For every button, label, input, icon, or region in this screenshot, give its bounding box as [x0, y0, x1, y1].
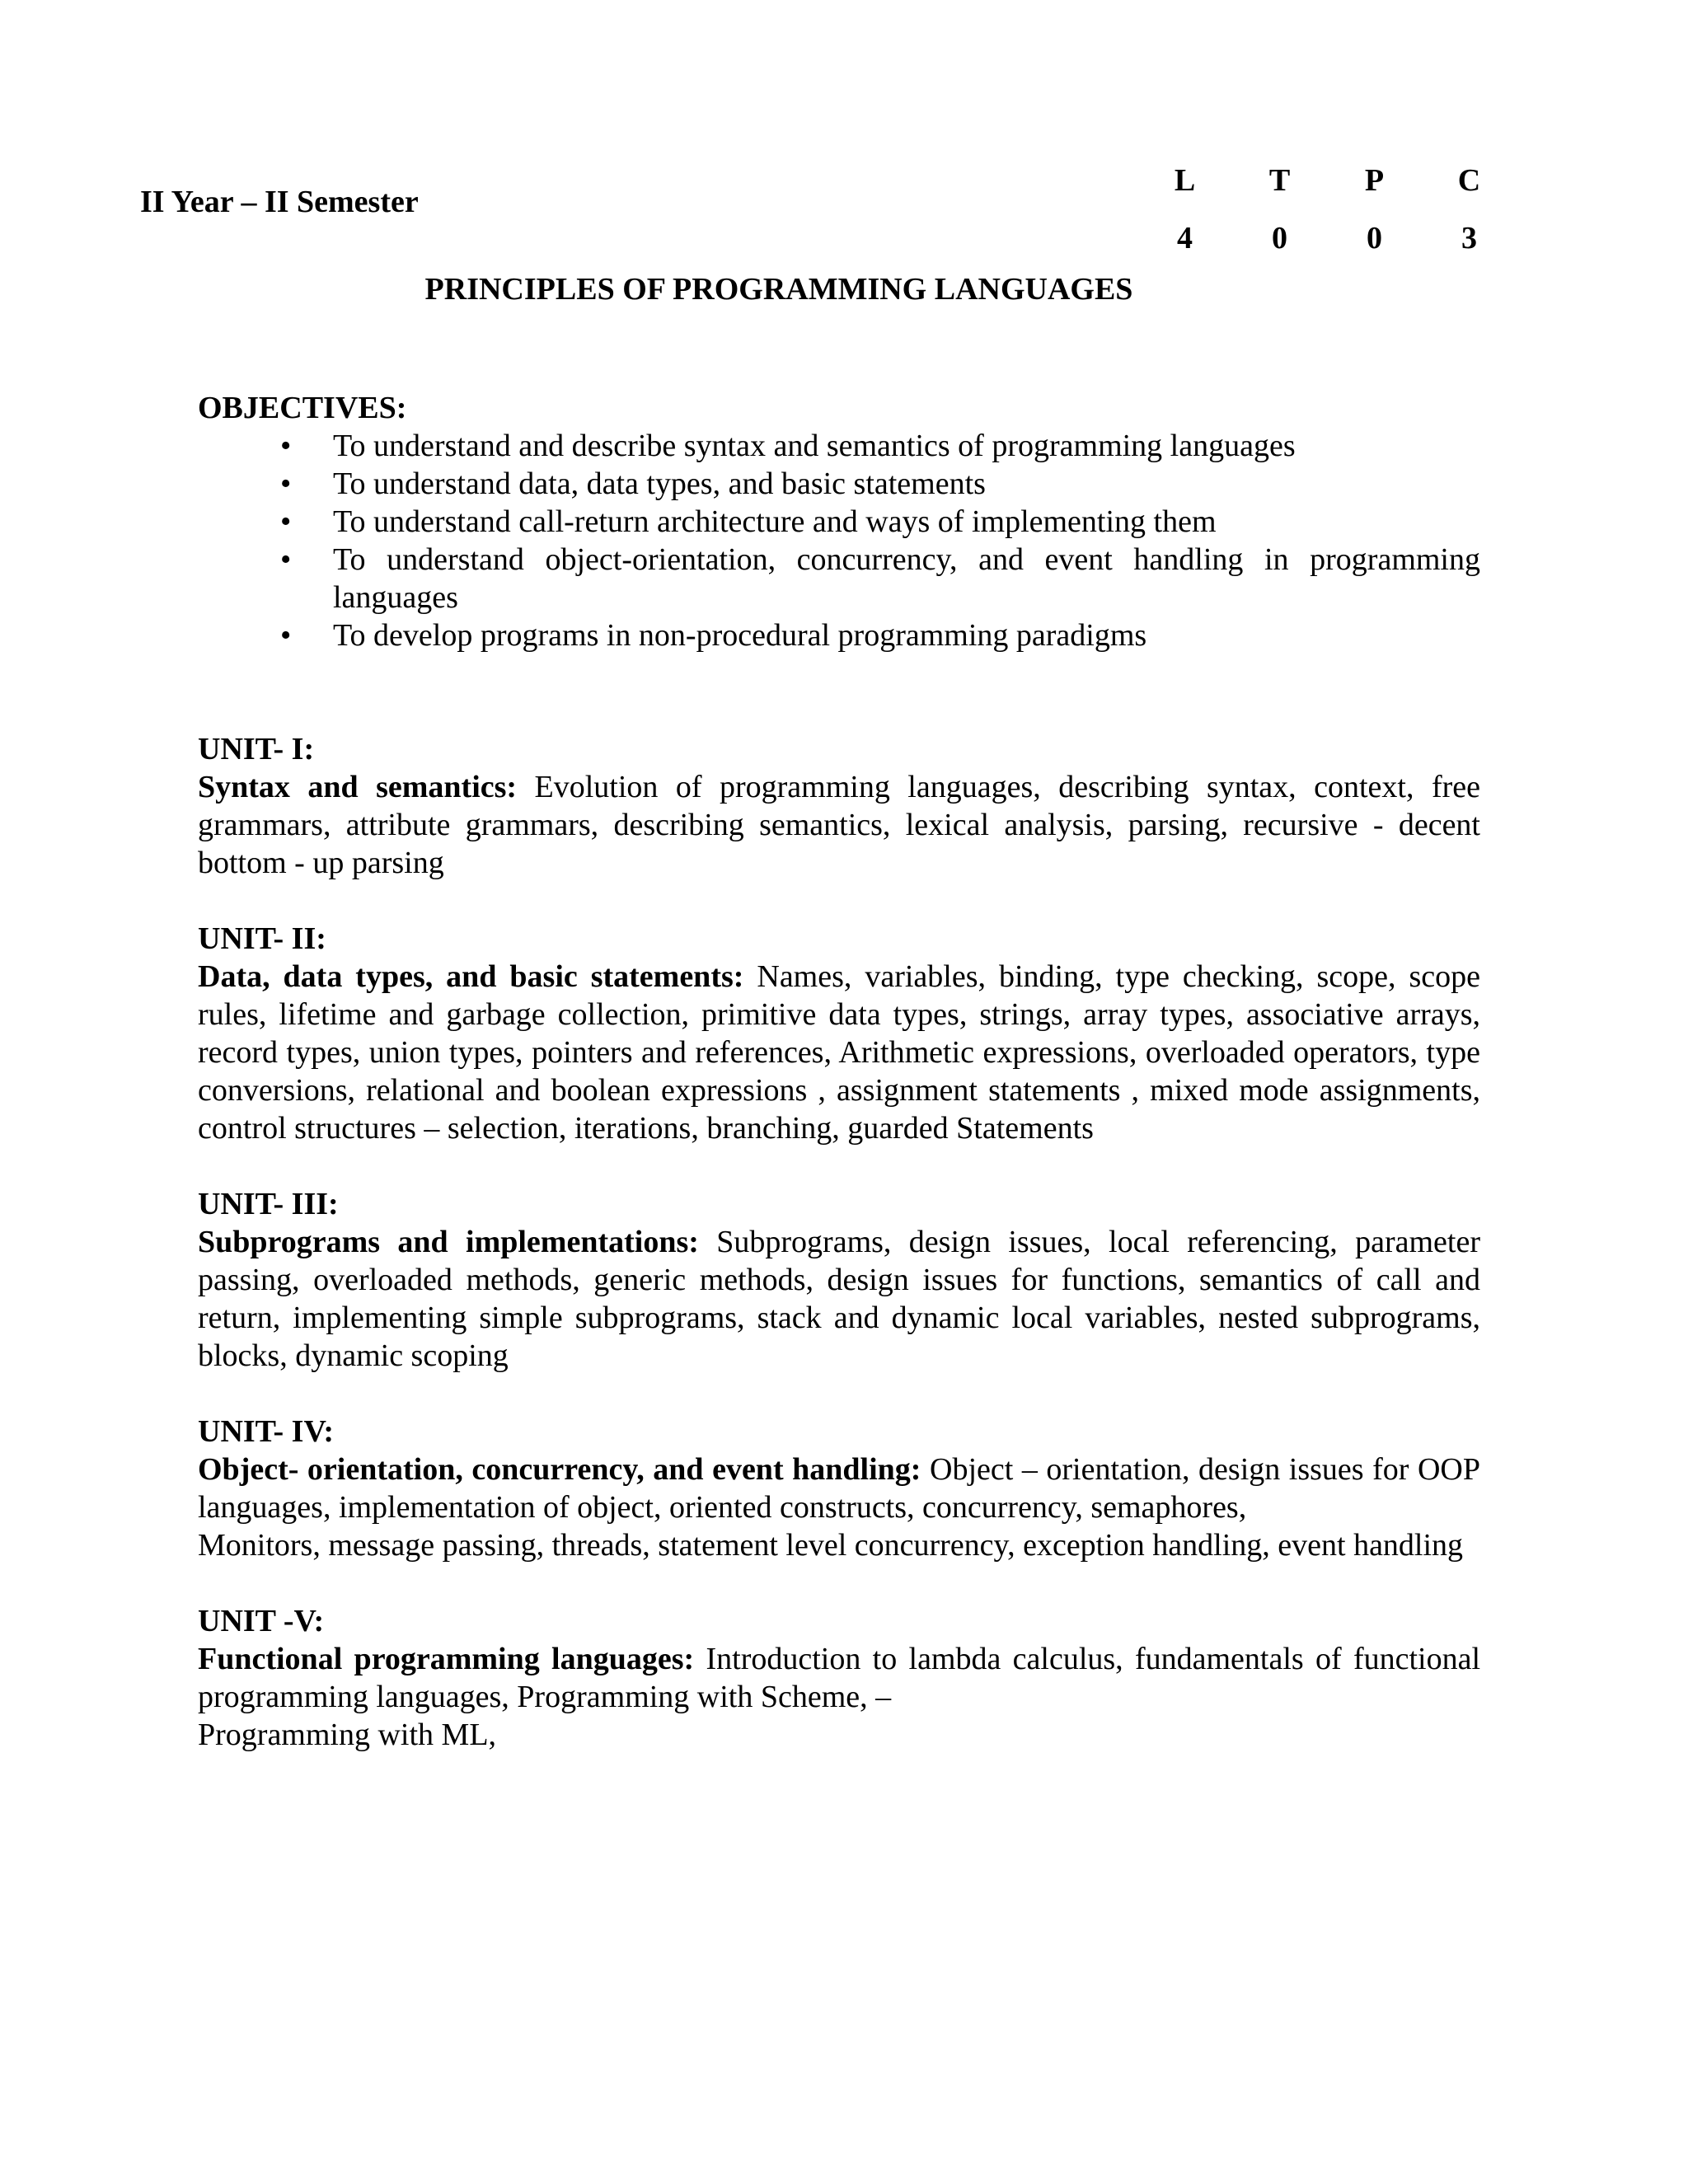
ltpc-header-c: C — [1457, 163, 1481, 198]
unit-description: Evolution of programming languages, describing syntax, context, free grammars, attribute grammars, describing semantics, lexical analysis, parsing, recursive - decent bottom - up parsing — [198, 770, 1480, 880]
unit-title: UNIT- II: — [198, 921, 326, 956]
ltpc-value-row — [1137, 209, 1517, 267]
unit-body — [198, 1451, 1480, 1526]
unit-body — [198, 958, 1480, 1147]
objective-text: To understand call-return architecture and ways of implementing them — [333, 504, 1217, 539]
ltpc-header-row — [1137, 152, 1517, 209]
course-title: PRINCIPLES OF PROGRAMMING LANGUAGES — [424, 272, 1133, 307]
objective-item — [198, 427, 1480, 465]
unit-description: Subprograms, design issues, local referencing, parameter passing, overloaded methods, generic methods, design issues for functions, semantics of call and return, implementing simple subprograms, stack and dynamic local variables, nested subprograms, blocks, dynamic scoping — [198, 1225, 1480, 1373]
ltpc-value-t: 0 — [1272, 221, 1287, 255]
unit-title: UNIT- IV: — [198, 1414, 335, 1449]
unit-title: UNIT- I: — [198, 732, 315, 766]
objective-item — [198, 541, 1480, 616]
objective-text: To understand object-orientation, concurrency, and event handling in programming languages — [333, 542, 1480, 615]
unit-topic: Data, data types, and basic statements: — [198, 959, 744, 994]
objective-item — [198, 465, 1480, 503]
unit-5 — [198, 1602, 1480, 1754]
unit-body — [198, 768, 1480, 882]
bullet-icon: • — [280, 618, 292, 653]
unit-1 — [198, 730, 1480, 882]
unit-topic: Object- orientation, concurrency, and event handling: — [198, 1452, 921, 1487]
bullet-icon: • — [280, 542, 292, 577]
unit-topic: Subprograms and implementations: — [198, 1225, 699, 1259]
unit-title: UNIT -V: — [198, 1604, 325, 1638]
unit-body — [198, 1223, 1480, 1375]
bullet-icon: • — [280, 466, 292, 501]
objective-text: To understand data, data types, and basic statements — [333, 466, 986, 501]
ltpc-header-p: P — [1364, 163, 1385, 198]
objective-text: To understand and describe syntax and semantics of programming languages — [333, 429, 1296, 463]
bullet-icon: • — [280, 504, 292, 539]
semester-label: II Year – II Semester — [140, 185, 419, 219]
ltpc-value-p: 0 — [1367, 221, 1382, 255]
bullet-icon: • — [280, 429, 292, 463]
objectives-heading: OBJECTIVES: — [198, 391, 407, 425]
unit-3 — [198, 1185, 1480, 1375]
unit-topic: Syntax and semantics: — [198, 770, 518, 804]
objectives-list — [198, 427, 1480, 654]
unit-4 — [198, 1413, 1480, 1564]
ltpc-value-l: 4 — [1177, 221, 1193, 255]
unit-2 — [198, 920, 1480, 1147]
unit-body — [198, 1640, 1480, 1716]
objective-text: To develop programs in non-procedural programming paradigms — [333, 618, 1147, 653]
objective-item — [198, 616, 1480, 654]
unit-body-continued: Monitors, message passing, threads, statement level concurrency, exception handling, event handling — [198, 1528, 1464, 1563]
unit-topic: Functional programming languages: — [198, 1642, 695, 1676]
ltpc-header-l: L — [1174, 163, 1196, 198]
unit-description: Names, variables, binding, type checking, scope, scope rules, lifetime and garbage collection, primitive data types, strings, array types, associative arrays, record types, union types, pointers and references, Arithmetic expressions, overloaded operators, type conversions, relational and boolean expressions , assignment statements , mixed mode assignments, control structures – selection, iterations, branching, guarded Statements — [198, 959, 1480, 1146]
ltpc-value-c: 3 — [1461, 221, 1477, 255]
unit-description: Introduction to lambda calculus, fundamentals of functional programming languages, Programming with Scheme, – — [198, 1642, 1481, 1714]
unit-title: UNIT- III: — [198, 1187, 339, 1221]
objective-item — [198, 503, 1480, 541]
unit-description: Object – orientation, design issues for OOP languages, implementation of object, oriented constructs, concurrency, semaphores, — [198, 1452, 1481, 1525]
ltpc-table — [1137, 152, 1517, 267]
unit-body-continued: Programming with ML, — [198, 1718, 497, 1752]
ltpc-header-t: T — [1268, 163, 1291, 198]
syllabus-content — [198, 389, 1480, 1754]
